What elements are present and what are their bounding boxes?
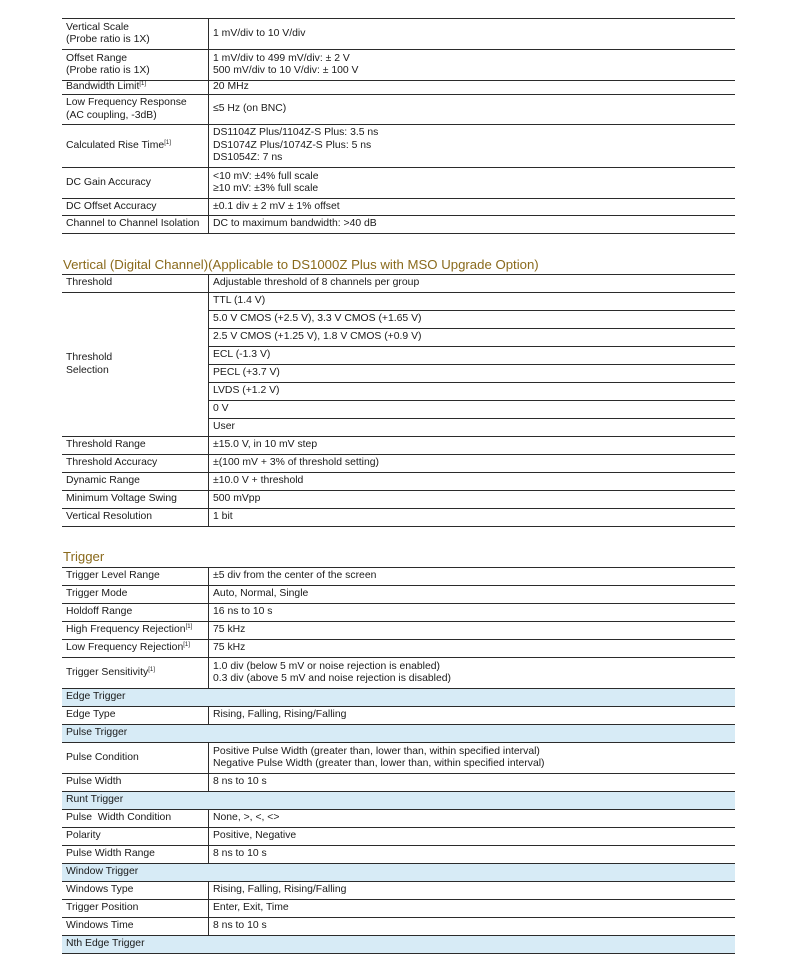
- spec-label: Vertical Resolution: [62, 509, 209, 527]
- spec-value: 0 V: [209, 401, 736, 419]
- spec-label: Edge Type: [62, 707, 209, 725]
- spec-label: Threshold: [62, 275, 209, 293]
- footnote-ref: [1]: [183, 642, 190, 649]
- table-row: [62, 275, 735, 293]
- spec-value: DS1104Z Plus/1104Z-S Plus: 3.5 ns DS1074Z Plus/1074Z-S Plus: 5 ns DS1054Z: 7 ns: [209, 125, 736, 168]
- table-row: [62, 81, 735, 95]
- spec-label-cell: [62, 658, 209, 689]
- spec-value: ±5 div from the center of the screen: [209, 568, 736, 586]
- table-row: [62, 19, 735, 50]
- subsection-row: [62, 689, 735, 707]
- spec-label: Pulse Width Range: [62, 846, 209, 864]
- spec-value: 8 ns to 10 s: [209, 774, 736, 792]
- footnote-ref: [1]: [148, 666, 155, 673]
- spec-label: Pulse Width Condition: [62, 810, 209, 828]
- table-row: [62, 473, 735, 491]
- spec-value: Rising, Falling, Rising/Falling: [209, 882, 736, 900]
- spec-label: Windows Time: [62, 918, 209, 936]
- spec-value: 8 ns to 10 s: [209, 846, 736, 864]
- footnote-ref: [1]: [139, 81, 147, 88]
- spec-label: Low Frequency Rejection: [66, 642, 184, 654]
- spec-label: Offset Range (Probe ratio is 1X): [62, 50, 209, 81]
- spec-value: 5.0 V CMOS (+2.5 V), 3.3 V CMOS (+1.65 V): [209, 311, 736, 329]
- spec-value: TTL (1.4 V): [209, 293, 736, 311]
- table-row: [62, 918, 735, 936]
- table-row: [62, 707, 735, 725]
- spec-value: 75 kHz: [209, 640, 736, 658]
- spec-value: 75 kHz: [209, 622, 736, 640]
- spec-value: 2.5 V CMOS (+1.25 V), 1.8 V CMOS (+0.9 V): [209, 329, 736, 347]
- vertical-analog-table: [62, 18, 735, 234]
- spec-label: Vertical Scale (Probe ratio is 1X): [62, 19, 209, 50]
- table-row: [62, 900, 735, 918]
- spec-value: <10 mV: ±4% full scale ≥10 mV: ±3% full scale: [209, 168, 736, 199]
- table-row: [62, 437, 735, 455]
- spec-value: 1 mV/div to 499 mV/div: ± 2 V 500 mV/div to 10 V/div: ± 100 V: [209, 50, 736, 81]
- subsection-row: [62, 936, 735, 954]
- spec-label: Bandwidth Limit: [66, 81, 140, 93]
- spec-label: High Frequency Rejection: [66, 624, 186, 636]
- trigger-table: [62, 567, 735, 954]
- spec-value: 500 mVpp: [209, 491, 736, 509]
- footnote-ref: [1]: [185, 624, 193, 631]
- spec-value: 20 MHz: [209, 81, 736, 95]
- table-row: [62, 455, 735, 473]
- spec-label: Holdoff Range: [62, 604, 209, 622]
- table-row: [62, 604, 735, 622]
- spec-label: DC Gain Accuracy: [62, 168, 209, 199]
- spec-label: Threshold Selection: [62, 293, 209, 437]
- spec-label-cell: [62, 622, 209, 640]
- spec-value: 1 bit: [209, 509, 736, 527]
- spec-label: Pulse Width: [62, 774, 209, 792]
- spec-label: DC Offset Accuracy: [62, 199, 209, 216]
- spec-label: Trigger Sensitivity: [66, 666, 149, 678]
- section-heading-digital: Vertical (Digital Channel)(Applicable to DS1000Z Plus with MSO Upgrade Option): [63, 257, 539, 272]
- table-row: [62, 586, 735, 604]
- table-row: [62, 50, 735, 81]
- spec-value: None, >, <, <>: [209, 810, 736, 828]
- spec-label: Channel to Channel Isolation: [62, 216, 209, 234]
- section-heading-trigger: Trigger: [63, 549, 105, 564]
- spec-value: Adjustable threshold of 8 channels per group: [209, 275, 736, 293]
- spec-label: Trigger Position: [62, 900, 209, 918]
- table-row: [62, 125, 735, 168]
- spec-value: Positive, Negative: [209, 828, 736, 846]
- spec-label: Trigger Level Range: [62, 568, 209, 586]
- subsection-row: [62, 725, 735, 743]
- table-row: [62, 640, 735, 658]
- spec-label-cell: [62, 125, 209, 168]
- spec-value: User: [209, 419, 736, 437]
- table-row: [62, 216, 735, 234]
- subsection-row: [62, 792, 735, 810]
- spec-value: Positive Pulse Width (greater than, lower than, within specified interval) Negative Pulse Width (greater than, lower than, within specified interval): [209, 743, 736, 774]
- spec-label: Trigger Mode: [62, 586, 209, 604]
- table-row: [62, 509, 735, 527]
- spec-label: Threshold Accuracy: [62, 455, 209, 473]
- table-row: [62, 658, 735, 689]
- table-row: [62, 199, 735, 216]
- spec-value: ±(100 mV + 3% of threshold setting): [209, 455, 736, 473]
- spec-label: Polarity: [62, 828, 209, 846]
- table-row: [62, 95, 735, 125]
- spec-value: 1.0 div (below 5 mV or noise rejection is enabled) 0.3 div (above 5 mV and noise rejection is disabled): [209, 658, 736, 689]
- spec-value: DC to maximum bandwidth: >40 dB: [209, 216, 736, 234]
- spec-value: ≤5 Hz (on BNC): [209, 95, 736, 125]
- spec-value: 1 mV/div to 10 V/div: [209, 19, 736, 50]
- spec-label: Calculated Rise Time: [66, 139, 165, 151]
- spec-value: 8 ns to 10 s: [209, 918, 736, 936]
- spec-label-cell: [62, 640, 209, 658]
- spec-value: ECL (-1.3 V): [209, 347, 736, 365]
- subsection-title: Runt Trigger: [62, 792, 735, 810]
- spec-label: Dynamic Range: [62, 473, 209, 491]
- spec-value: Enter, Exit, Time: [209, 900, 736, 918]
- table-row: [62, 568, 735, 586]
- vertical-digital-table: [62, 274, 735, 527]
- spec-value: ±10.0 V + threshold: [209, 473, 736, 491]
- spec-label: Low Frequency Response (AC coupling, -3dB): [62, 95, 209, 125]
- spec-value: ±15.0 V, in 10 mV step: [209, 437, 736, 455]
- table-row: [62, 774, 735, 792]
- spec-label: Threshold Range: [62, 437, 209, 455]
- table-row: [62, 882, 735, 900]
- subsection-title: Nth Edge Trigger: [62, 936, 735, 954]
- spec-value: PECL (+3.7 V): [209, 365, 736, 383]
- table-row: [62, 293, 735, 311]
- spec-value: LVDS (+1.2 V): [209, 383, 736, 401]
- spec-label: Windows Type: [62, 882, 209, 900]
- table-row: [62, 491, 735, 509]
- spec-label: Pulse Condition: [62, 743, 209, 774]
- spec-value: ±0.1 div ± 2 mV ± 1% offset: [209, 199, 736, 216]
- subsection-title: Pulse Trigger: [62, 725, 735, 743]
- table-row: [62, 810, 735, 828]
- subsection-title: Edge Trigger: [62, 689, 735, 707]
- spec-value: 16 ns to 10 s: [209, 604, 736, 622]
- subsection-row: [62, 864, 735, 882]
- spec-value: Auto, Normal, Single: [209, 586, 736, 604]
- table-row: [62, 743, 735, 774]
- spec-label: Minimum Voltage Swing: [62, 491, 209, 509]
- table-row: [62, 622, 735, 640]
- table-row: [62, 828, 735, 846]
- table-row: [62, 168, 735, 199]
- spec-label-cell: [62, 81, 209, 95]
- subsection-title: Window Trigger: [62, 864, 735, 882]
- table-row: [62, 846, 735, 864]
- spec-value: Rising, Falling, Rising/Falling: [209, 707, 736, 725]
- footnote-ref: [1]: [164, 139, 171, 146]
